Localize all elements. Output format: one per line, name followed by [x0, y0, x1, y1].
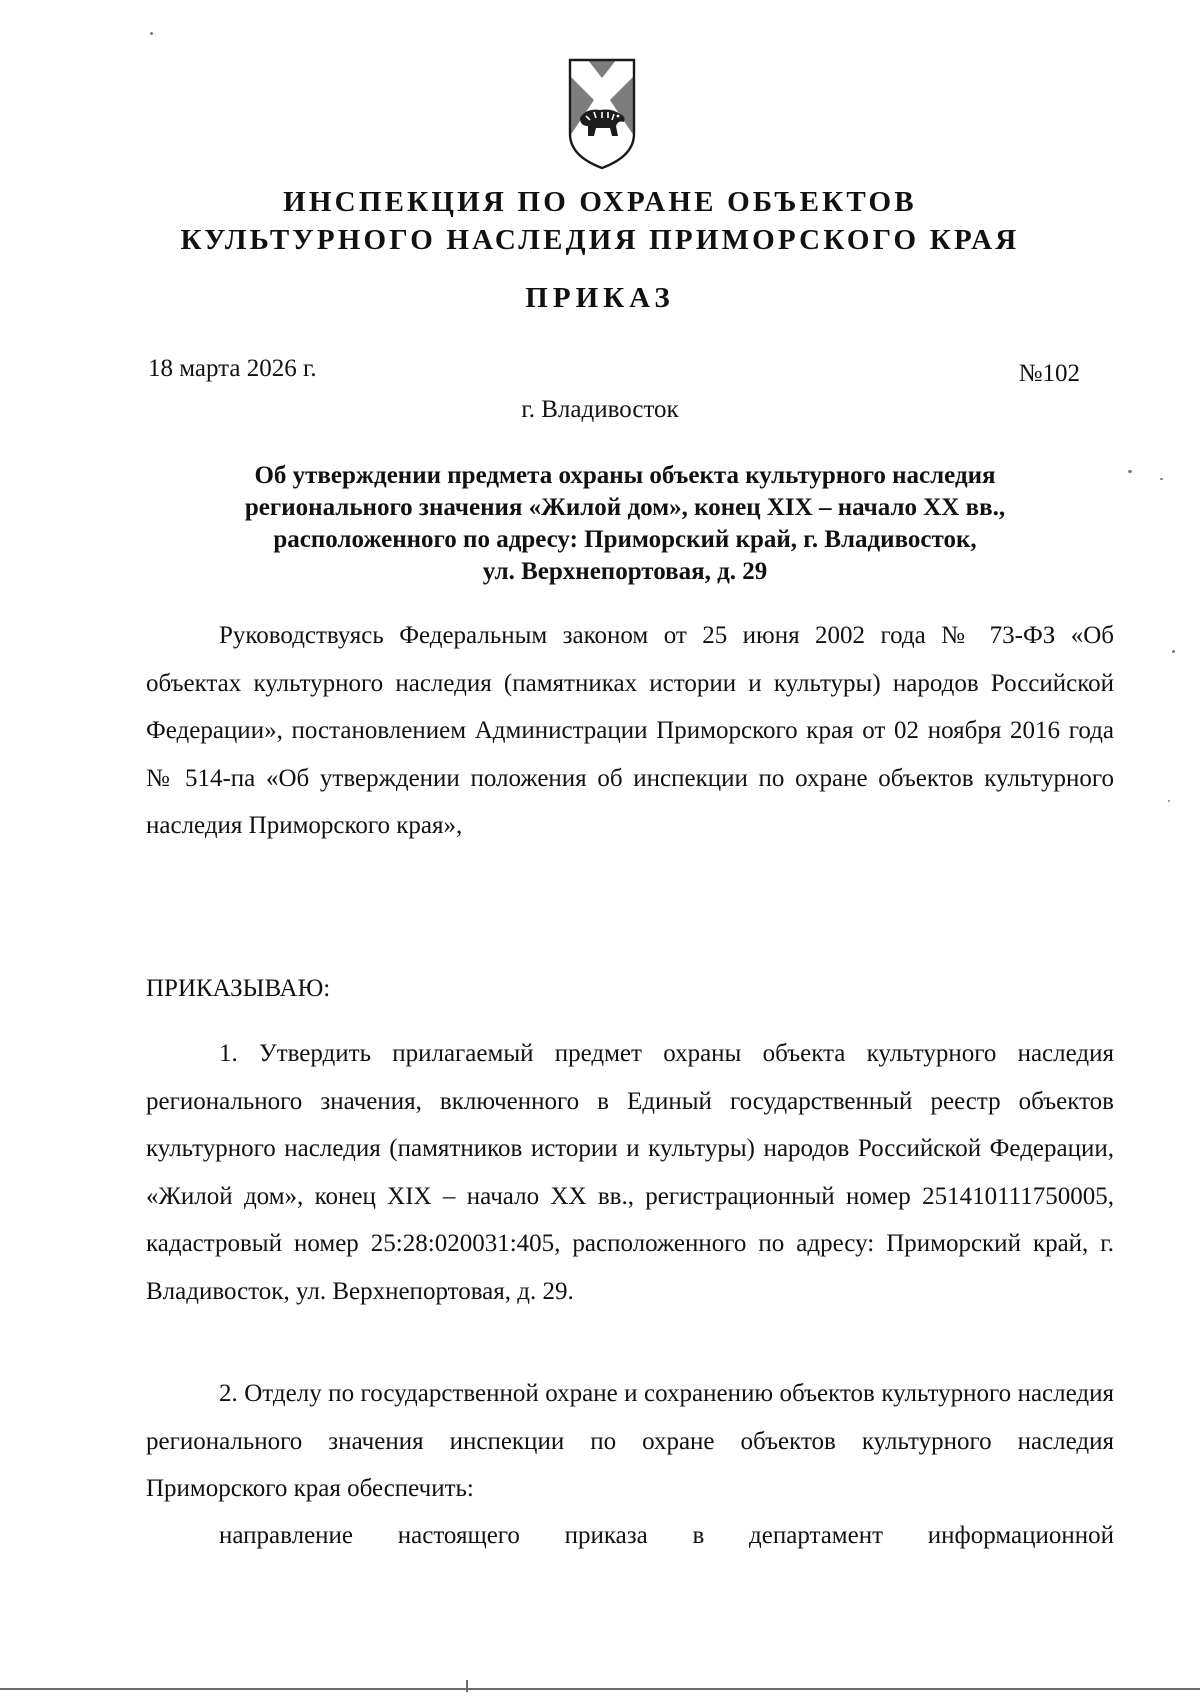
order-item-3-start: направление настоящего приказа в департамент информационной: [219, 1522, 1114, 1549]
title-line-1: Об утверждении предмета охраны объекта культурного наследия: [254, 462, 996, 489]
scan-speck: [1160, 478, 1163, 480]
page-bottom-tick: [466, 1680, 468, 1692]
authority-name: [150, 183, 1050, 259]
title-line-3: расположенного по адресу: Приморский край, г. Владивосток,: [273, 526, 977, 553]
authority-line-2: КУЛЬТУРНОГО НАСЛЕДИЯ ПРИМОРСКОГО КРАЯ: [180, 224, 1020, 256]
scan-speck: [150, 32, 153, 35]
coat-of-arms-icon: [566, 56, 638, 172]
order-item-1: 1. Утвердить прилагаемый предмет охраны объекта культурного наследия регионального значения, включенного в Единый государственный реестр объектов культурного наследия (памятников истории и культуры) народов Российской Федерации, «Жилой дом», конец XIX – начало XX вв., регистрационный номер 251410111750005, кадастровый номер 25:28:020031:405, расположенного по адресу: Приморский край, г. Владивосток, ул. Верхнепортовая, д. 29.: [146, 1040, 1114, 1305]
authority-line-1: ИНСПЕКЦИЯ ПО ОХРАНЕ ОБЪЕКТОВ: [283, 186, 917, 218]
title-line-2: регионального значения «Жилой дом», конец XIX – начало XX вв.,: [244, 494, 1006, 521]
scan-speck: [1168, 800, 1170, 802]
document-city: г. Владивосток: [521, 396, 679, 423]
scan-speck: [1172, 650, 1175, 653]
order-word: ПРИКАЗЫВАЮ:: [146, 975, 331, 1002]
document-date: 18 марта 2026 г.: [148, 355, 317, 382]
document-number: №102: [1018, 360, 1080, 387]
document-type: ПРИКАЗ: [525, 282, 675, 314]
scan-speck: [1128, 470, 1132, 473]
intro-paragraph: Руководствуясь Федеральным законом от 25 июня 2002 года № 73-ФЗ «Об объектах культурного наследия (памятниках истории и культуры) народов Российской Федерации», постановлением Администрации Приморского края от 02 ноября 2016 года № 514-па «Об утверждении положения об инспекции по охране объектов культурного наследия Приморского края»,: [146, 622, 1114, 839]
document-title: [160, 460, 1090, 588]
order-item-2: 2. Отделу по государственной охране и сохранению объектов культурного наследия регионального значения инспекции по охране объектов культурного наследия Приморского края обеспечить:: [146, 1380, 1114, 1502]
title-line-4: ул. Верхнепортовая, д. 29: [482, 558, 768, 585]
page-bottom-border: [0, 1688, 1200, 1690]
